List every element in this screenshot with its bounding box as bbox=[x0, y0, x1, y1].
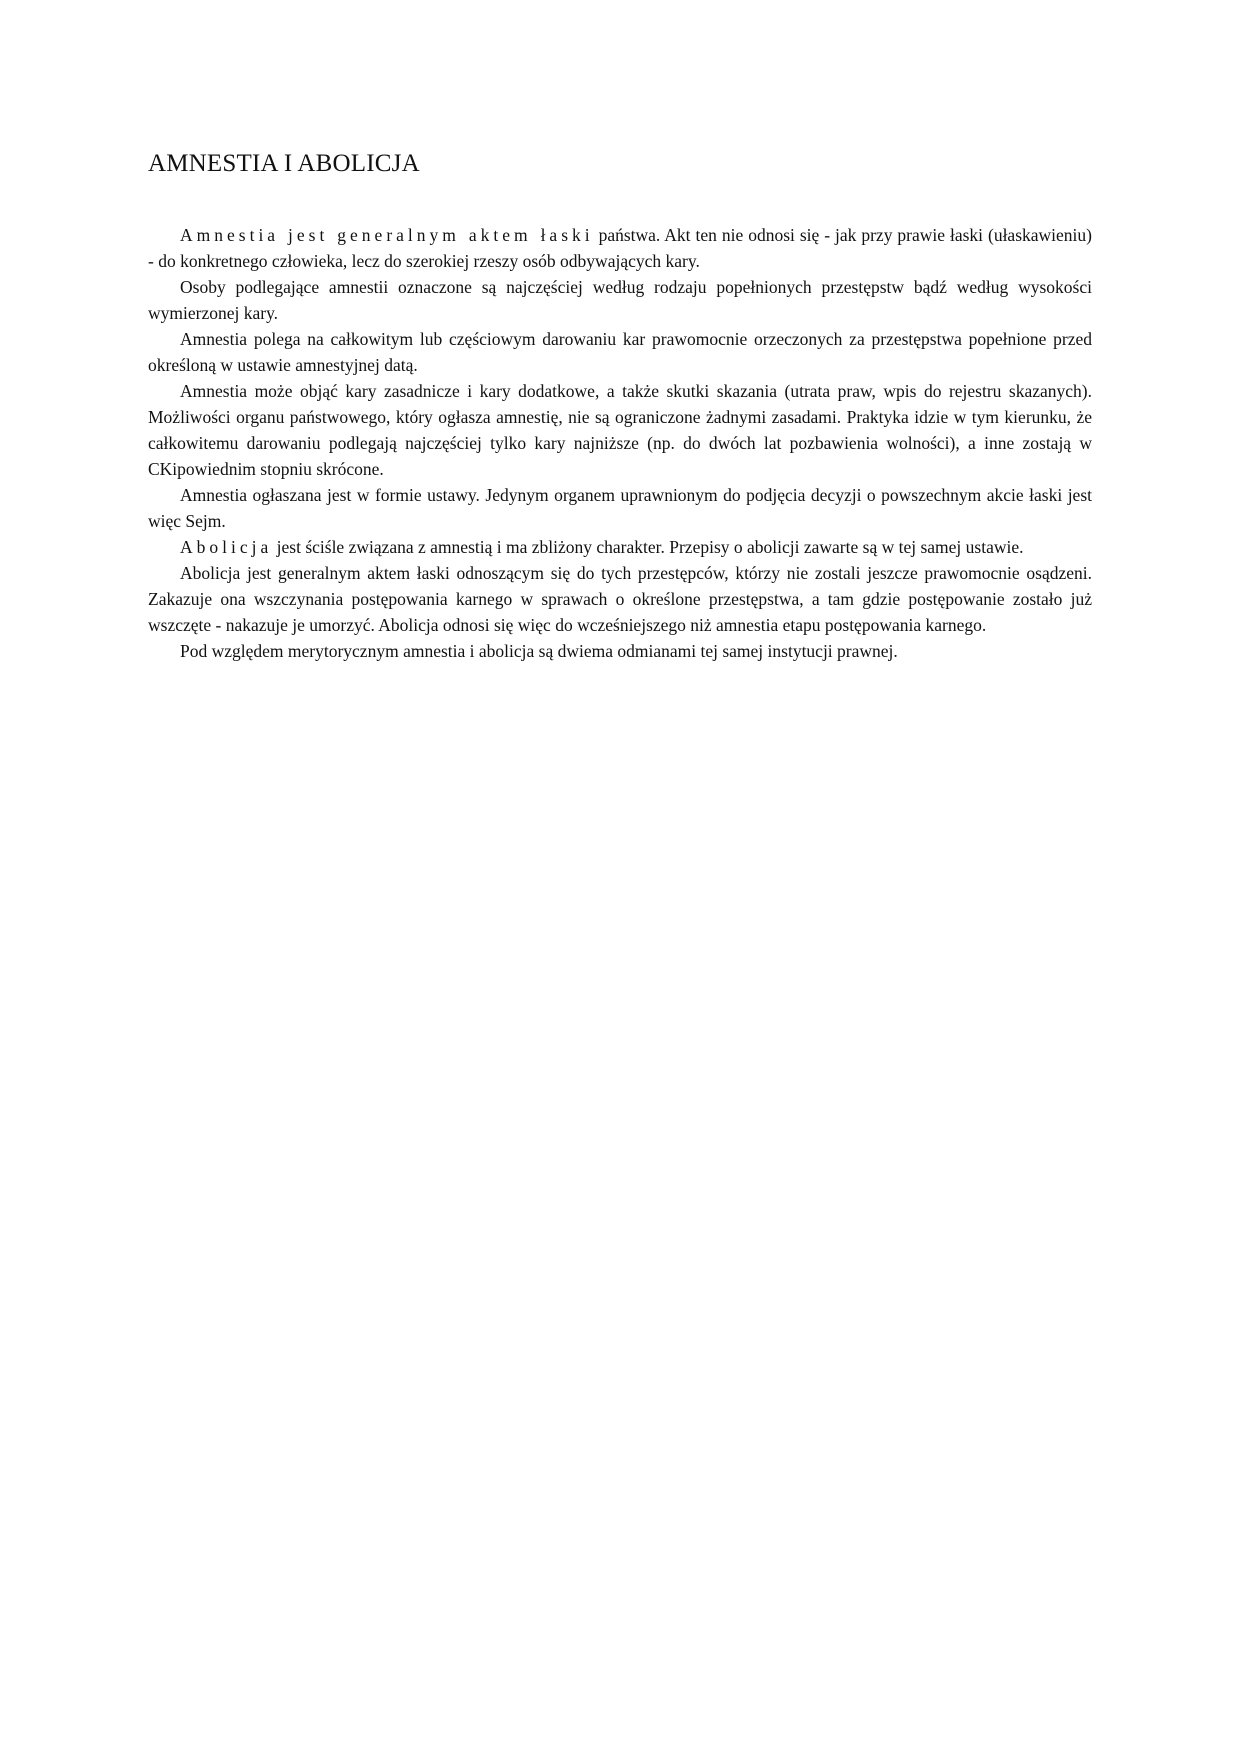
document-title: AMNESTIA I ABOLICJA bbox=[148, 150, 420, 177]
paragraph-1 bbox=[148, 222, 1092, 274]
paragraph-text: Pod względem merytorycznym amnestia i abolicja są dwiema odmianami tej samej instytucji prawnej. bbox=[180, 641, 898, 661]
paragraph-3 bbox=[148, 326, 1092, 378]
document-body bbox=[148, 222, 1092, 664]
paragraph-text: Amnestia może objąć kary zasadnicze i kary dodatkowe, a także skutki skazania (utrata praw, wpis do rejestru skazanych). Możliwości organu państwowego, który ogłasza amnestię, nie są ograniczone żadnymi zasadami. Praktyka idzie w tym kierunku, że całkowitemu darowaniu podlegają najczęściej tylko kary najniższe (np. do dwóch lat pozbawienia wolności), a inne zostają w CKipowiednim stopniu skrócone. bbox=[148, 381, 1092, 479]
paragraph-text: jest ściśle związana z amnestią i ma zbliżony charakter. Przepisy o abolicji zawarte są w tej samej ustawie. bbox=[272, 537, 1024, 557]
paragraph-text: Osoby podlegające amnestii oznaczone są najczęściej według rodzaju popełnionych przestępstw bądź według wysokości wymierzonej kary. bbox=[148, 277, 1092, 323]
paragraph-text: Amnestia polega na całkowitym lub częściowym darowaniu kar prawomocnie orzeczonych za przestępstwa popełnione przed określoną w ustawie amnestyjnej datą. bbox=[148, 329, 1092, 375]
paragraph-5 bbox=[148, 482, 1092, 534]
paragraph-text: Abolicja jest generalnym aktem łaski odnoszącym się do tych przestępców, którzy nie zostali jeszcze prawomocnie osądzeni. Zakazuje ona wszczynania postępowania karnego w sprawach o określone przestępstwa, a tam gdzie postępowanie zostało już wszczęte - nakazuje je umorzyć. Abolicja odnosi się więc do wcześniejszego niż amnestia etapu postępowania karnego. bbox=[148, 563, 1092, 635]
paragraph-lead: Abolicja bbox=[180, 537, 273, 557]
paragraph-text: państwa. Akt ten nie odnosi się - jak przy prawie łaski (ułaskawieniu) - do konkretnego człowieka, lecz do szerokiej rzeszy osób odbywających kary. bbox=[148, 225, 1092, 271]
paragraph-8 bbox=[148, 638, 1092, 664]
paragraph-lead: Amnestia jest generalnym aktem łaski bbox=[180, 225, 594, 245]
document-page bbox=[148, 150, 1092, 664]
paragraph-7 bbox=[148, 560, 1092, 638]
paragraph-6 bbox=[148, 534, 1092, 560]
paragraph-text: Amnestia ogłaszana jest w formie ustawy. Jedynym organem uprawnionym do podjęcia decyzji o powszechnym akcie łaski jest więc Sejm. bbox=[148, 485, 1092, 531]
paragraph-4 bbox=[148, 378, 1092, 482]
paragraph-2 bbox=[148, 274, 1092, 326]
